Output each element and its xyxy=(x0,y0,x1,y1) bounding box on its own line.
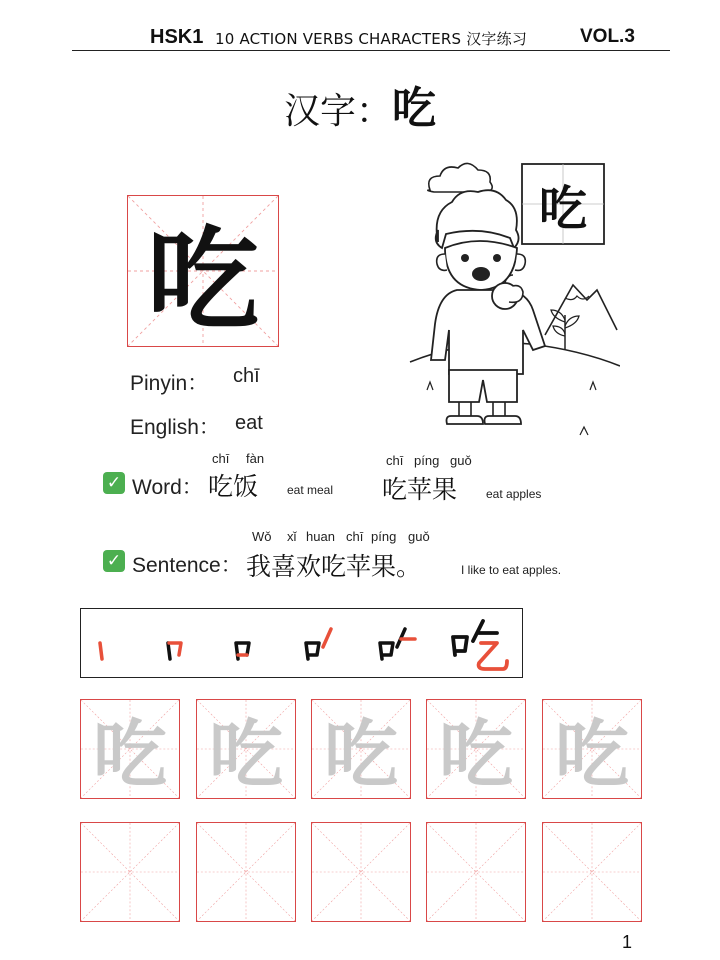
stroke-step-3 xyxy=(223,619,283,669)
stroke-step-2 xyxy=(155,619,215,669)
page-header xyxy=(0,26,720,50)
blank-practice-box[interactable] xyxy=(311,822,411,922)
sentence-pinyin-1: Wǒ xyxy=(252,529,272,544)
boy-eating-apple-illustration xyxy=(405,150,620,440)
stroke-step-5 xyxy=(367,619,427,669)
word2-pinyin-3: guǒ xyxy=(450,453,472,468)
trace-box[interactable] xyxy=(311,699,411,799)
grid-guides xyxy=(81,823,179,921)
pinyin-label: Pinyin： xyxy=(130,372,209,395)
english-label: English： xyxy=(130,416,220,439)
stroke-step-6 xyxy=(441,613,513,675)
trace-character: 吃 xyxy=(555,712,629,798)
checkmark-icon: ✓ xyxy=(103,550,125,572)
trace-character: 吃 xyxy=(439,712,513,798)
sentence-translation: I like to eat apples. xyxy=(461,563,562,577)
word2-hanzi: 吃苹果 xyxy=(382,475,458,504)
word2-pinyin-2: píng xyxy=(414,453,440,468)
word1-pinyin-2: fàn xyxy=(246,451,265,466)
stroke-step-4 xyxy=(293,619,353,669)
trace-character: 吃 xyxy=(93,712,167,798)
grid-guides xyxy=(427,823,525,921)
blank-practice-box[interactable] xyxy=(426,822,526,922)
word2-pinyin-1: chī xyxy=(386,453,404,468)
word-label: Word： xyxy=(132,476,203,499)
word2-translation: eat apples xyxy=(486,487,542,501)
trace-box[interactable] xyxy=(80,699,180,799)
page-title-prefix: 汉字： xyxy=(283,91,392,132)
sentence-pinyin-4: chī xyxy=(346,529,364,544)
stroke-order-panel xyxy=(80,608,523,678)
trace-box[interactable] xyxy=(426,699,526,799)
grid-guides xyxy=(197,823,295,921)
volume-label: VOL.3 xyxy=(580,26,635,47)
stroke-step-1 xyxy=(87,619,147,669)
sentence-pinyin-2: xǐ xyxy=(287,529,297,544)
page-number: 1 xyxy=(622,932,633,952)
trace-character: 吃 xyxy=(324,712,398,798)
sentence-pinyin-6: guǒ xyxy=(408,529,430,544)
page-title xyxy=(0,72,720,136)
main-character-box xyxy=(127,195,279,347)
blank-practice-box[interactable] xyxy=(542,822,642,922)
sentence-hanzi: 我喜欢吃苹果。 xyxy=(246,552,422,581)
english-value: eat xyxy=(235,412,263,434)
trace-box[interactable] xyxy=(542,699,642,799)
word1-translation: eat meal xyxy=(287,483,334,497)
header-divider xyxy=(72,50,670,51)
page-title-character: 吃 xyxy=(392,83,436,134)
header-title: 10 ACTION VERBS CHARACTERS 汉字练习 xyxy=(215,30,528,48)
main-character: 吃 xyxy=(147,215,259,346)
sentence-label: Sentence： xyxy=(132,554,242,577)
sentence-pinyin-5: píng xyxy=(371,529,397,544)
word1-pinyin-1: chī xyxy=(212,451,230,466)
grid-guides xyxy=(312,823,410,921)
blank-practice-box[interactable] xyxy=(196,822,296,922)
checkmark-icon: ✓ xyxy=(103,472,125,494)
illustration-card-character: 吃 xyxy=(538,180,587,237)
word1-hanzi: 吃饭 xyxy=(208,472,259,501)
sentence-pinyin-3: huan xyxy=(306,529,335,544)
trace-box[interactable] xyxy=(196,699,296,799)
hsk-level: HSK1 xyxy=(150,26,204,48)
trace-character: 吃 xyxy=(209,712,283,798)
grid-guides xyxy=(543,823,641,921)
blank-practice-box[interactable] xyxy=(80,822,180,922)
pinyin-value: chī xyxy=(233,365,260,387)
